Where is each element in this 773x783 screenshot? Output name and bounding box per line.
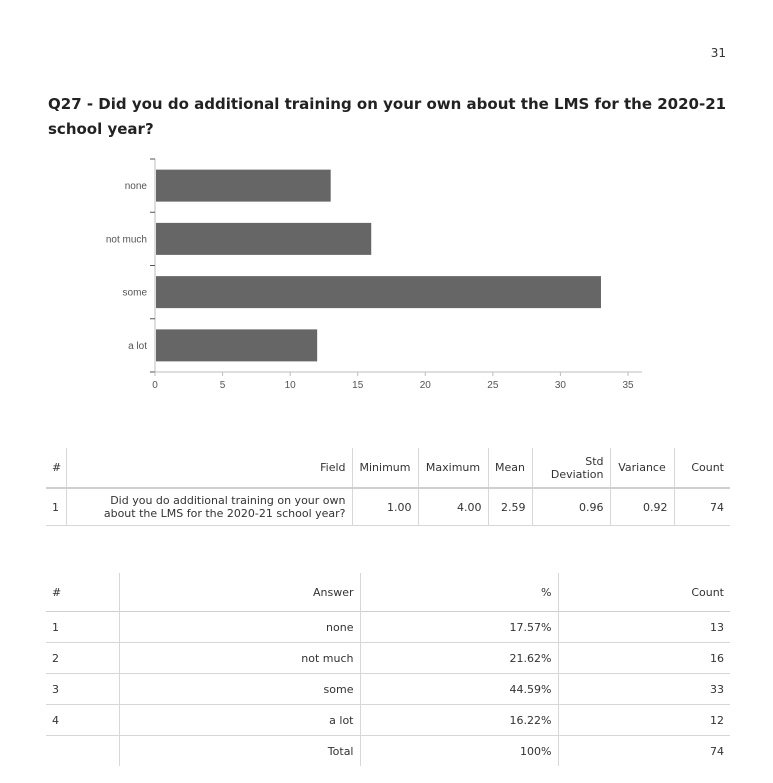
chart-bars	[156, 170, 601, 362]
category-label: none	[124, 181, 147, 193]
bar-a-lot	[156, 329, 317, 361]
stats-row-count: 74	[674, 488, 730, 526]
answers-row-num: 3	[52, 682, 59, 696]
x-tick-label: 30	[554, 380, 566, 391]
page-number: 31	[710, 46, 726, 60]
x-tick-label: 5	[219, 380, 226, 391]
stats-header-std-deviation	[532, 448, 610, 488]
bar-not-much	[156, 223, 371, 255]
answers-row	[46, 612, 730, 643]
stats-header-maximum: Maximum	[418, 448, 488, 488]
answers-table	[46, 573, 730, 766]
bar-some	[156, 276, 601, 308]
stats-row-minimum: 1.00	[352, 488, 418, 526]
answers-total-label: Total	[119, 736, 360, 767]
answers-row	[46, 643, 730, 674]
stats-header-variance: Variance	[610, 448, 674, 488]
stats-table	[46, 448, 730, 526]
stats-header-std-line2: Deviation	[550, 467, 604, 481]
answers-row-answer: not much	[119, 643, 360, 674]
stats-row-field-line2: about the LMS for the 2020-21 school year?	[103, 507, 346, 520]
answers-row-num: 1	[52, 620, 59, 634]
stats-row-maximum: 4.00	[418, 488, 488, 526]
stats-row-field-line1: Did you do additional training on your own	[110, 494, 346, 507]
stats-header-mean: Mean	[488, 448, 532, 488]
answers-total-count: 74	[558, 736, 730, 767]
answers-row-percent: 44.59%	[360, 674, 558, 705]
answers-row-percent: 16.22%	[360, 705, 558, 736]
x-tick-label: 15	[352, 380, 364, 391]
x-tick-label: 10	[284, 380, 296, 391]
answers-row-answer: none	[119, 612, 360, 643]
answers-row-answer: a lot	[119, 705, 360, 736]
stats-row-std-deviation: 0.96	[532, 488, 610, 526]
answers-row-count: 16	[558, 643, 730, 674]
stats-header-row	[46, 448, 730, 488]
answers-row-percent: 17.57%	[360, 612, 558, 643]
answers-row-answer: some	[119, 674, 360, 705]
category-label: a lot	[128, 340, 147, 352]
answers-row	[46, 674, 730, 705]
stats-row-mean: 2.59	[488, 488, 532, 526]
answers-row-count: 33	[558, 674, 730, 705]
answers-header-answer: Answer	[119, 573, 360, 612]
stats-header-minimum: Minimum	[352, 448, 418, 488]
x-tick-label: 25	[487, 380, 499, 391]
answers-total-num	[46, 736, 119, 767]
stats-header-num: #	[52, 461, 62, 474]
question-title: Q27 - Did you do additional training on your own about the LMS for the 2020-21 school year?	[48, 95, 727, 138]
stats-row	[46, 488, 730, 526]
answers-header-num: #	[52, 585, 62, 599]
stats-header-count: Count	[674, 448, 730, 488]
answers-row-num: 4	[52, 713, 59, 727]
answers-total-percent: 100%	[360, 736, 558, 767]
answers-total-row	[46, 736, 730, 767]
answers-row	[46, 705, 730, 736]
stats-row-variance: 0.92	[610, 488, 674, 526]
category-label: some	[122, 287, 147, 299]
stats-row-field	[66, 488, 352, 526]
answers-header-percent: %	[360, 573, 558, 612]
answers-row-count: 12	[558, 705, 730, 736]
x-tick-label: 35	[622, 380, 634, 391]
answers-header-row	[46, 573, 730, 612]
stats-header-field: Field	[66, 448, 352, 488]
x-tick-label: 20	[419, 380, 431, 391]
category-label: not much	[105, 234, 147, 246]
answers-header-count: Count	[558, 573, 730, 612]
stats-row-num: 1	[52, 500, 59, 514]
answers-row-num: 2	[52, 651, 59, 665]
bar-none	[156, 170, 331, 202]
answers-row-count: 13	[558, 612, 730, 643]
stats-header-std-line1: Std	[585, 454, 604, 468]
answers-row-percent: 21.62%	[360, 643, 558, 674]
x-tick-label: 0	[152, 380, 158, 391]
